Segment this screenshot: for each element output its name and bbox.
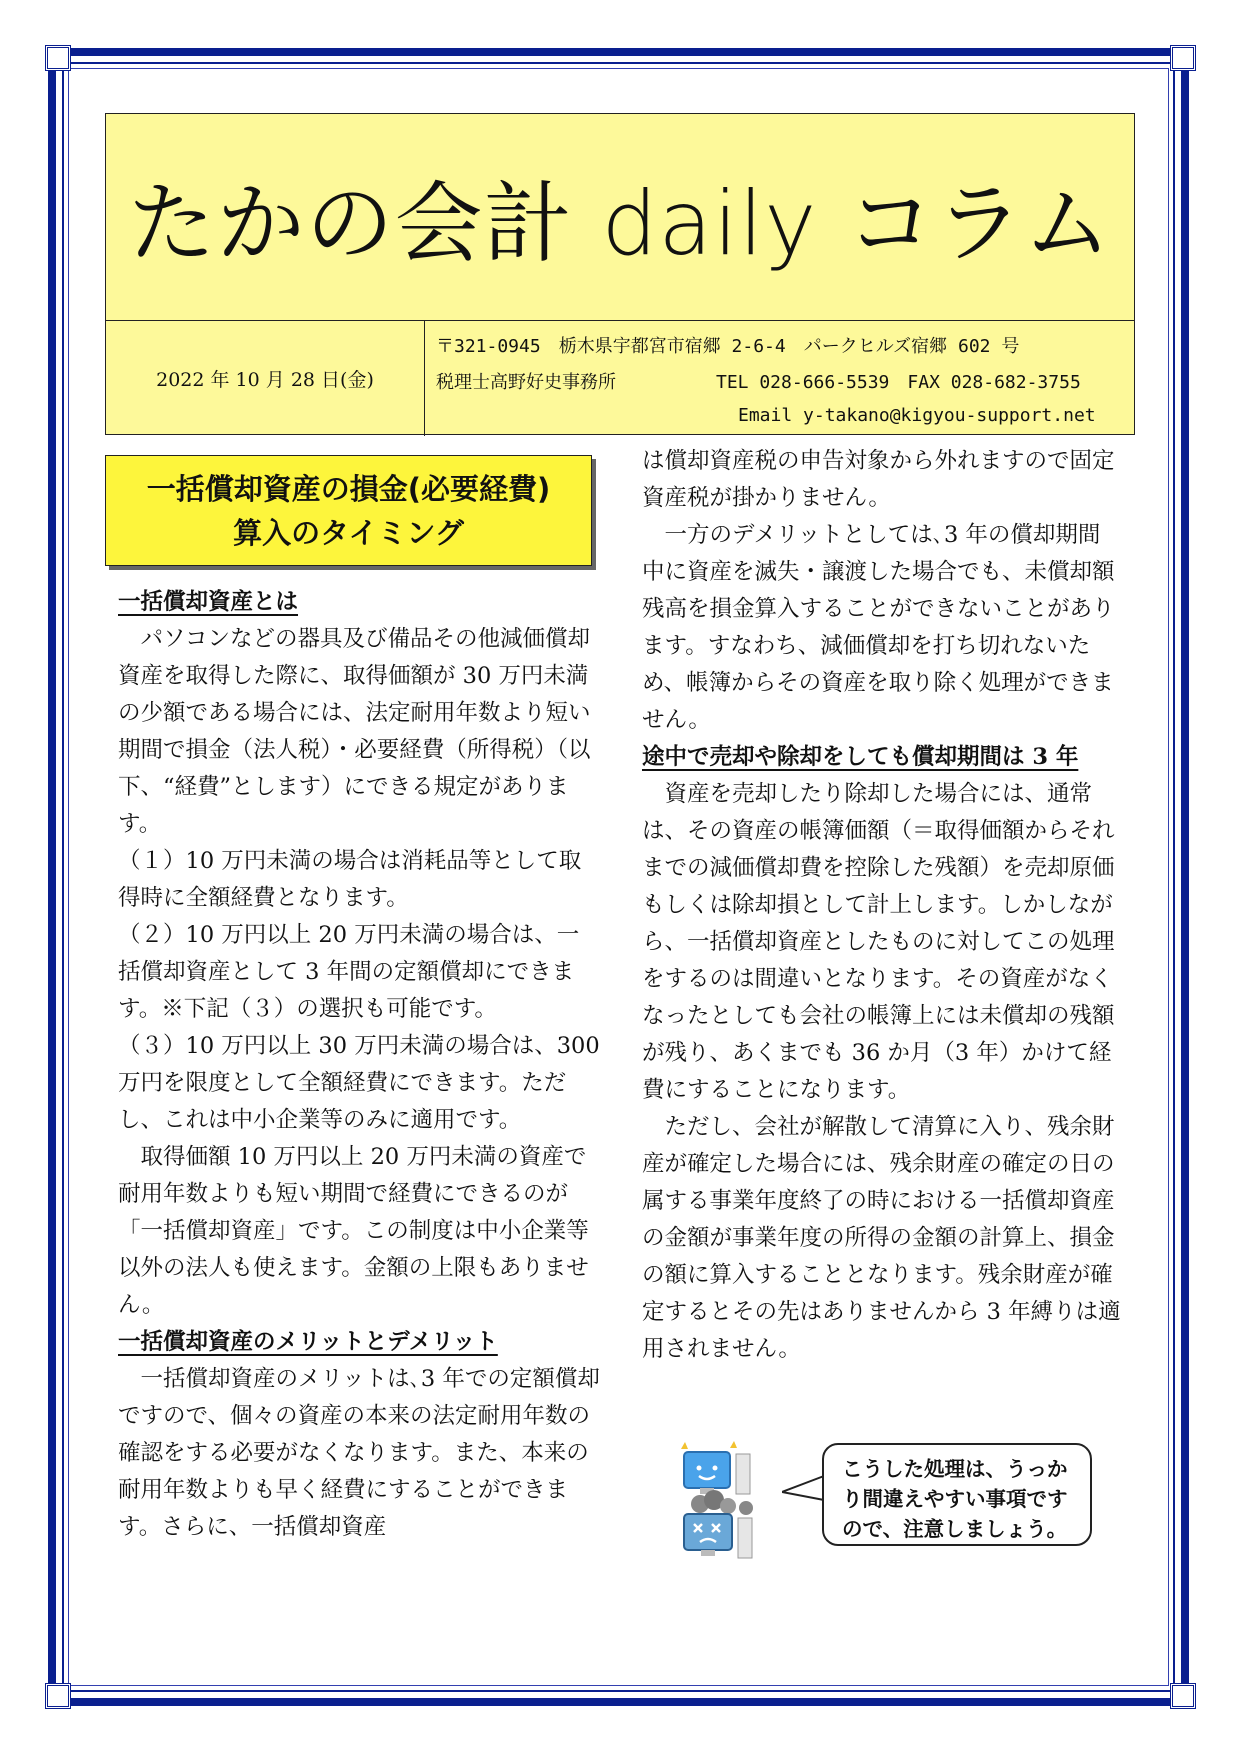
- article-title: [105, 455, 592, 566]
- article-title-line-2: 算入のタイミング: [233, 516, 464, 550]
- paragraph: 一括償却資産のメリットは､3 年での定額償却ですので、個々の資産の本来の法定耐用年数の確認をする必要がなくなります。また、本来の耐用年数よりも早く経費にすることができます。さらに、一括償却資産: [118, 1366, 600, 1540]
- border-corner-ornament: [45, 1683, 71, 1709]
- paragraph: 一方のデメリットとしては､3 年の償却期間中に資産を滅失・譲渡した場合でも、未償却額残高を損金算入することができないことがあります。すなわち、減価償却を打ち切れないため、帳簿からその資産を取り除く処理ができません。: [642, 522, 1115, 733]
- article-title-line-1: 一括償却資産の損金(必要経費): [146, 472, 551, 506]
- office-phone-fax: TEL 028-666-5539 FAX 028-682-3755: [716, 372, 1081, 393]
- paragraph: ただし、会社が解散して清算に入り、残余財産が確定した場合には、残余財産の確定の日の属する事業年度終了の時における一括償却資産の金額が事業年度の所得の金額の計算上、損金の額に算入することとなります。残余財産が確定するとその先はありませんから 3 年縛りは適用されません。: [642, 1114, 1121, 1362]
- section-heading: 一括償却資産のメリットとデメリット: [118, 1329, 498, 1355]
- newsletter-header: [105, 113, 1135, 435]
- article-right-column: [642, 443, 1122, 1368]
- paragraph: 取得価額 10 万円以上 20 万円未満の資産で耐用年数よりも短い期間で経費にできるのが「一括償却資産」です。この制度は中小企業等以外の法人も使えます。金額の上限もありません。: [118, 1144, 589, 1318]
- speech-bubble-tail: [782, 1470, 826, 1510]
- newsletter-title: たかの会計 daily コラム: [127, 172, 1113, 275]
- speech-bubble: こうした処理は、うっかり間違えやすい事項ですので、注意しましょう。: [822, 1443, 1092, 1546]
- paragraph: は償却資産税の申告対象から外れますので固定資産税が掛かりません。: [642, 448, 1115, 511]
- office-contact-info: [436, 326, 1126, 434]
- border-corner-ornament: [1170, 45, 1196, 71]
- computer-trouble-illustration: [670, 1438, 780, 1568]
- header-column-divider: [424, 320, 425, 436]
- border-corner-ornament: [1170, 1683, 1196, 1709]
- article-left-column: [118, 584, 600, 1546]
- office-email: Email y-takano@kigyou-support.net: [738, 405, 1096, 426]
- office-name: 税理士高野好史事務所: [436, 372, 616, 393]
- paragraph: 資産を売却したり除却した場合には、通常は、その資産の帳簿価額（＝取得価額からそれまでの減価償却費を控除した残額）を売却原価もしくは除却損として計上します。しかしながら、一括償却資産としたものに対してこの処理をするのは間違いとなります。その資産がなくなったとしても会社の帳簿上には未償却の残額が残り、あくまでも 36 か月（3 年）かけて経費にすることになります。: [642, 781, 1115, 1103]
- list-item: （１）10 万円未満の場合は消耗品等として取得時に全額経費となります。: [118, 848, 582, 911]
- list-item: （２）10 万円以上 20 万円未満の場合は、一括償却資産として 3 年間の定額償却にできます。※下記（３）の選択も可能です。: [118, 922, 580, 1022]
- office-address: 〒321-0945 栃木県宇都宮市宿郷 2-6-4 パークヒルズ宿郷 602 号: [436, 336, 1020, 357]
- paragraph: パソコンなどの器具及び備品その他減価償却資産を取得した際に、取得価額が 30 万円未満の少額である場合には、法定耐用年数より短い期間で損金（法人税）・必要経費（所得税）（以下、“経費”とします）にできる規定があります。: [118, 626, 591, 837]
- border-corner-ornament: [45, 45, 71, 71]
- list-item: （３）10 万円以上 30 万円未満の場合は、300 万円を限度として全額経費にできます。ただし、これは中小企業等のみに適用です。: [118, 1033, 600, 1133]
- section-heading: 一括償却資産とは: [118, 589, 299, 615]
- section-heading: 途中で売却や除却をしても償却期間は 3 年: [642, 744, 1079, 770]
- happy-computer-icon: [681, 1441, 750, 1494]
- broken-computer-icon: [684, 1490, 753, 1558]
- issue-date: 2022 年 10 月 28 日(金): [156, 368, 374, 391]
